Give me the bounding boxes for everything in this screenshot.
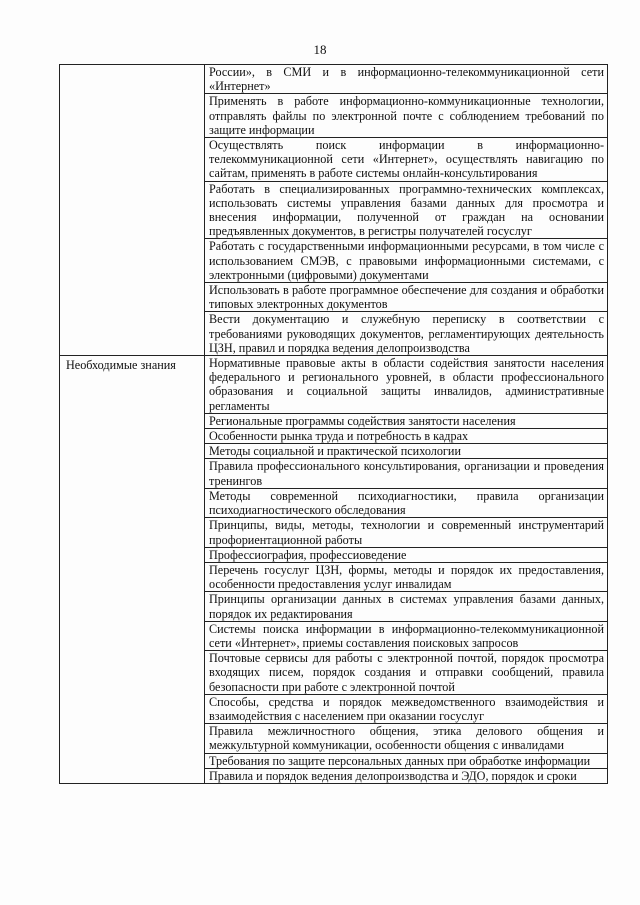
skill-item: Работать с государственными информационными ресурсами, в том числе с использованием СМЭВ, с правовыми информационными системами, с электронными (цифровыми) документами bbox=[205, 239, 608, 283]
skill-item: Осуществлять поиск информации в информационно-телекоммуникационной сети «Интернет», осуществлять навигацию по сайтам, применять в работе системы онлайн-консультирования bbox=[205, 138, 608, 182]
knowledge-item: Правила межличностного общения, этика делового общения и межкультурной коммуникации, особенности общения с инвалидами bbox=[205, 724, 608, 753]
skills-row bbox=[60, 65, 608, 94]
page-number: 18 bbox=[313, 42, 327, 57]
knowledge-item: Принципы, виды, методы, технологии и современный инструментарий профориентационной работы bbox=[205, 518, 608, 547]
skill-item: России», в СМИ и в информационно-телекоммуникационной сети «Интернет» bbox=[205, 65, 608, 94]
knowledge-item: Требования по защите персональных данных при обработке информации bbox=[205, 753, 608, 768]
knowledge-item: Перечень госуслуг ЦЗН, формы, методы и порядок их предоставления, особенности предоставления услуг инвалидам bbox=[205, 562, 608, 591]
skill-item: Вести документацию и служебную переписку в соответствии с требованиями руководящих документов, регламентирующих деятельность ЦЗН, правил и порядка ведения делопроизводства bbox=[205, 312, 608, 356]
knowledge-item: Почтовые сервисы для работы с электронной почтой, порядок просмотра входящих писем, порядок создания и отправки сообщений, правила безопасности при работе с электронной почтой bbox=[205, 651, 608, 695]
page-bottom-margin bbox=[0, 868, 640, 905]
knowledge-item: Правила профессионального консультирования, организации и проведения тренингов bbox=[205, 459, 608, 488]
knowledge-item: Методы современной психодиагностики, правила организации психодиагностического обследования bbox=[205, 488, 608, 517]
knowledge-row bbox=[60, 356, 608, 414]
skill-item: Применять в работе информационно-коммуникационные технологии, отправлять файлы по электронной почте с соблюдением требований по защите информации bbox=[205, 94, 608, 138]
knowledge-item: Системы поиска информации в информационно-телекоммуникационной сети «Интернет», приемы составления поисковых запросов bbox=[205, 621, 608, 650]
skill-item: Использовать в работе программное обеспечение для создания и обработки типовых электронных документов bbox=[205, 283, 608, 312]
knowledge-item: Способы, средства и порядок межведомственного взаимодействия и взаимодействия с населением при оказании госуслуг bbox=[205, 694, 608, 723]
knowledge-item: Нормативные правовые акты в области содействия занятости населения федерального и регионального уровней, в области профессионального образования и социальной защиты инвалидов, административные регламенты bbox=[205, 356, 608, 414]
knowledge-label: Необходимые знания bbox=[60, 356, 205, 784]
skill-item: Работать в специализированных программно-технических комплексах, использовать системы управления базами данных для просмотра и внесения информации, полученной от граждан на основании предъявленных документов, в регистры получателей госуслуг bbox=[205, 181, 608, 239]
knowledge-item: Методы социальной и практической психологии bbox=[205, 444, 608, 459]
skills-label-cell bbox=[60, 65, 205, 356]
knowledge-item: Принципы организации данных в системах управления базами данных, порядок их редактирования bbox=[205, 592, 608, 621]
knowledge-item: Правила и порядок ведения делопроизводства и ЭДО, порядок и сроки bbox=[205, 768, 608, 783]
knowledge-item: Особенности рынка труда и потребность в кадрах bbox=[205, 429, 608, 444]
knowledge-item: Региональные программы содействия занятости населения bbox=[205, 413, 608, 428]
qualification-table bbox=[59, 64, 608, 784]
knowledge-item: Профессиография, профессиоведение bbox=[205, 547, 608, 562]
